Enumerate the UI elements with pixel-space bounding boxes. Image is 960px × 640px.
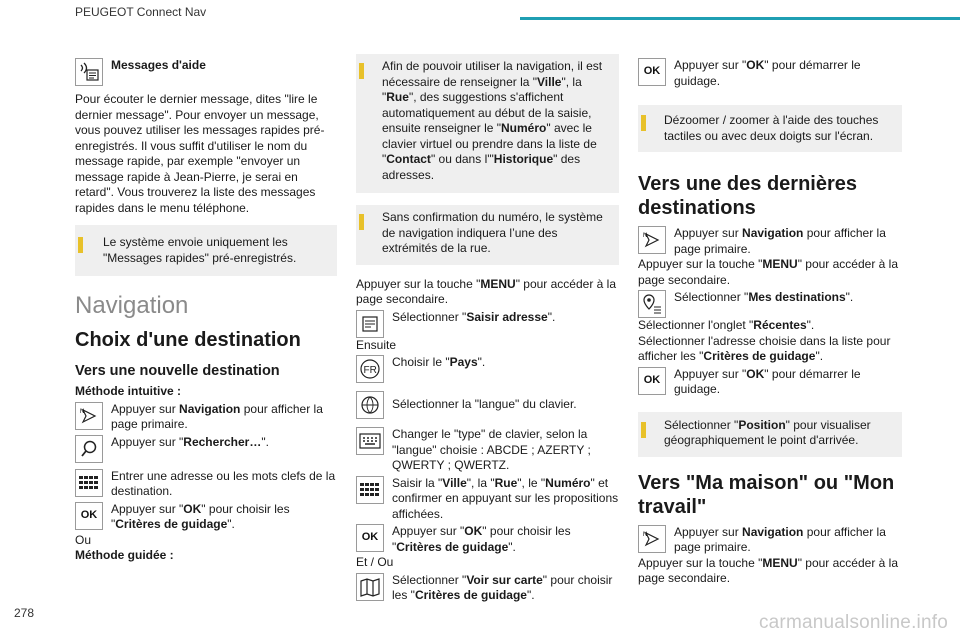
keyboard-icon: [75, 469, 103, 497]
header-title: PEUGEOT Connect Nav: [75, 5, 207, 19]
step-pays: FR Choisir le "Pays".: [356, 355, 619, 383]
navigation-arrow-icon: [638, 226, 666, 254]
navigation-arrow-icon: [638, 525, 666, 553]
keyboard-type-icon: [356, 427, 384, 455]
column-1: [75, 58, 337, 564]
country-icon: [356, 355, 384, 383]
messages-aide-title: Messages d'aide: [111, 58, 206, 72]
step-langue: Sélectionner la "langue" du clavier.: [356, 391, 619, 419]
ensuite-text: Ensuite: [356, 337, 397, 352]
note-sans-confirmation: Sans confirmation du numéro, le système de navigation indiquera l’une des extrémités de la rue.: [356, 205, 619, 265]
voice-message-icon: [75, 58, 103, 86]
step-navigation: N Appuyer sur Navigation pour afficher la page primaire.: [75, 402, 337, 433]
step-ok-criteres: OK Appuyer sur "OK" pour choisir les "Critères de guidage".: [75, 502, 337, 533]
ok-button-icon: OK: [638, 367, 666, 395]
step-saisir-adresse: Sélectionner "Saisir adresse".: [356, 310, 619, 338]
note-messages-rapides: [75, 225, 337, 276]
step-rechercher: Appuyer sur "Rechercher…".: [75, 435, 337, 463]
methode-guidee-label: Méthode guidée :: [75, 548, 174, 562]
header-accent-bar: [520, 17, 960, 20]
keyboard-icon: [356, 476, 384, 504]
step-entrer-adresse: Entrer une adresse ou les mots clefs de la destination.: [75, 469, 337, 500]
step-ok-criteres: OK Appuyer sur "OK" pour choisir les "Critères de guidage".: [356, 524, 619, 555]
column-2: Afin de pouvoir utiliser la navigation, il est nécessaire de renseigner la "Ville", la "Rue", des suggestions s'affichent automatiquement au début de la saisie, ensuite renseigner le "Numéro" avec le clavier virtuel ou prendre dans la liste de "Contact" ou dans l'"Historique" des adresses. Sans confirmation du numéro, le système de navigation indiquera l’une des extrémités de la rue. Appuyer sur la touche "MENU" pour accéder à la page secondaire. Sélectionner "Saisir adresse". Ensuite FR Choisir le "Pays". Sélectionner la "langue" du clavier. Changer le "type" de clavier, selon la "langue" choisie : ABCDE ; AZERTY ; QWERTY ; QWERTZ. Saisir la "Ville", la "Rue", le "Numéro" et confirmer en appuyant sur les propositions affichées. OK Appuyer sur "OK" pour choisir les "Critères de guidage". Et / Ou Sélectionner "Voir sur carte" pour choisir les "Critères de guidage".: [356, 54, 619, 604]
note-marker: [78, 237, 83, 253]
search-icon: [75, 435, 103, 463]
step-type-clavier: Changer le "type" de clavier, selon la "langue" choisie : ABCDE ; AZERTY ; QWERTY ; QWERTZ.: [356, 427, 619, 474]
note-marker: [641, 115, 646, 131]
svg-text:FR: FR: [363, 365, 377, 376]
step-voir-carte: Sélectionner "Voir sur carte" pour choisir les "Critères de guidage".: [356, 573, 619, 604]
step-ok-demarrer: OK Appuyer sur "OK" pour démarrer le guidage.: [638, 58, 902, 89]
note-zoom: Dézoomer / zoomer à l'aide des touches tactiles ou avec deux doigts sur l'écran.: [638, 105, 902, 152]
note-marker: [359, 214, 364, 230]
svg-text:N: N: [643, 233, 648, 239]
step-navigation: N Appuyer sur Navigation pour afficher la page primaire.: [638, 525, 902, 556]
step-ok-demarrer: OK Appuyer sur "OK" pour démarrer le guidage.: [638, 367, 902, 398]
svg-text:N: N: [80, 408, 85, 415]
navigation-arrow-icon: [75, 402, 103, 430]
messages-aide-text: Pour écouter le dernier message, dites "lire le dernier message". Pour envoyer un message, vous pouvez utiliser les messages rapides pré-enregistrés. Il vous suffit d'utiliser le nom du message rapide, par exemple "envoyer un message rapide à Jean-Pierre, je serai en retard". Vous trouverez la liste des messages rapides dans le menu téléphone.: [75, 92, 325, 215]
watermark: carmanualsonline.info: [758, 612, 948, 633]
note-position: Sélectionner "Position" pour visualiser géographiquement le point d'arrivée.: [638, 412, 902, 457]
ok-button-icon: OK: [638, 58, 666, 86]
language-icon: [356, 391, 384, 419]
note-marker: [359, 63, 364, 79]
methode-intuitive-label: Méthode intuitive :: [75, 384, 181, 398]
choix-destination-heading: Choix d'une destination: [75, 328, 301, 351]
note-text: Le système envoie uniquement les "Messages rapides" pré-enregistrés.: [103, 235, 297, 265]
step-navigation: N Appuyer sur Navigation pour afficher la page primaire.: [638, 226, 902, 257]
ok-button-icon: OK: [356, 524, 384, 552]
ok-button-icon: OK: [75, 502, 103, 530]
ou-text: Ou: [75, 532, 92, 547]
nouvelle-destination-heading: Vers une nouvelle destination: [75, 362, 280, 379]
navigation-heading: Navigation: [75, 292, 189, 319]
note-renseigner-ville: Afin de pouvoir utiliser la navigation, il est nécessaire de renseigner la "Ville", la "Rue", des suggestions s'affichent automatiquement au début de la saisie, ensuite renseigner le "Numéro" avec le clavier virtuel ou prendre dans la liste de "Contact" ou dans l'"Historique" des adresses.: [356, 54, 619, 193]
maison-travail-heading: Vers "Ma maison" ou "Mon travail": [638, 471, 895, 518]
et-ou-text: Et / Ou: [356, 555, 394, 569]
dernieres-destinations-heading: Vers une des dernières destinations: [638, 173, 858, 219]
page-number: 278: [14, 606, 35, 620]
destinations-pin-icon: [638, 290, 666, 318]
step-mes-destinations: Sélectionner "Mes destinations".: [638, 290, 902, 318]
step-saisir-ville: Saisir la "Ville", la "Rue", le "Numéro" et confirmer en appuyant sur les propositions affichées.: [356, 476, 619, 523]
address-input-icon: [356, 310, 384, 338]
svg-text:N: N: [643, 531, 648, 538]
map-icon: [356, 573, 384, 601]
column-3: OK Appuyer sur "OK" pour démarrer le guidage. Dézoomer / zoomer à l'aide des touches tactiles ou avec deux doigts sur l'écran. Vers une des dernières destinations N Appuyer sur Navigation pour afficher la page primaire. Appuyer sur la touche "MENU" pour accéder à la page secondaire. Sélectionner "Mes destinations". Sélectionner l'onglet "Récentes". Sélectionner l'adresse choisie dans la liste pour afficher les "Critères de guidage". OK Appuyer sur "OK" pour démarrer le guidage. Sélectionner "Position" pour visualiser géographiquement le point d'arrivée. Vers "Ma maison" ou "Mon travail" N Appuyer sur Navigation pour afficher la page primaire. Appuyer sur la touche "MENU" pour accéder à la page secondaire.: [638, 58, 902, 587]
note-marker: [641, 422, 646, 438]
